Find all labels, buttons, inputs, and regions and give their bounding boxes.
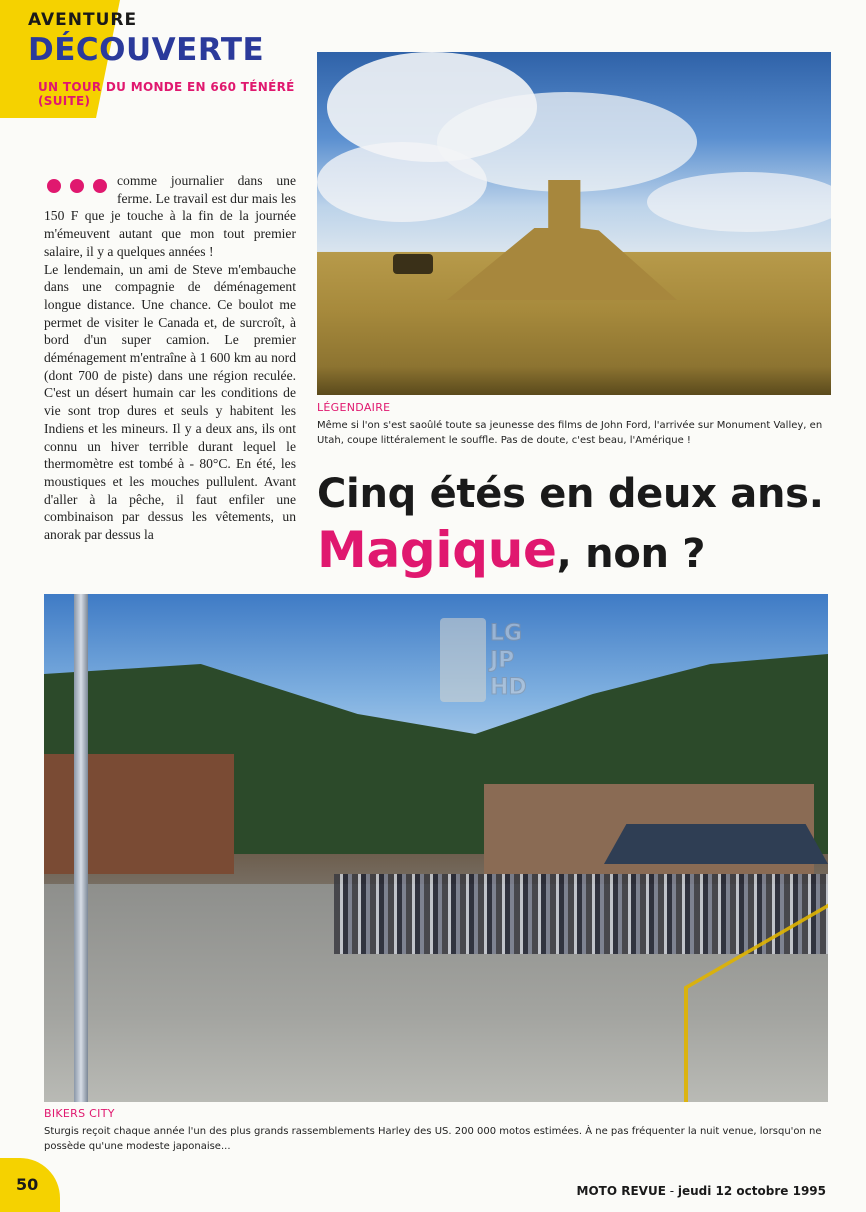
headline-highlight: Magique	[317, 521, 557, 579]
headline-line-2	[317, 522, 857, 582]
issue-date: jeudi 12 octobre 1995	[677, 1184, 826, 1198]
footer	[577, 1184, 826, 1198]
station-roof	[604, 824, 828, 864]
article-body	[44, 172, 296, 544]
watermark-line-1: LG	[490, 621, 523, 646]
dot-icon	[93, 179, 107, 193]
paragraph-2: Le lendemain, un ami de Steve m'embauche dans une compagnie de déménagement longue distance. Une chance. Ce boulot me permet de visiter le Canada et, de surcroît, à bord d'un super camion. Le premier déménagement m'entraîne à 1 600 km au nord (dont 700 de piste) dans une région reculée. C'est un désert humain car les conditions de vie sont trop dures et seuls y habitent les Indiens et les mineurs. Il y a deux ans, ils ont connu un hiver terrible durant lequel le thermomètre est tombé à - 80°C. En été, les moustiques et les mouches pullulent. Avant d'aller à la pêche, il faut enfiler une combinaison par dessus les vêtements, un anorak par dessus la	[44, 261, 296, 543]
rock-shadow	[393, 254, 433, 274]
kicker: AVENTURE	[28, 10, 138, 30]
top-photo-caption-title: LÉGENDAIRE	[317, 401, 391, 414]
monument-valley-photo	[317, 52, 831, 395]
footer-separator: -	[665, 1184, 678, 1198]
headline-line-1: Cinq étés en deux ans.	[317, 471, 824, 517]
bottom-photo-caption-title: BIKERS CITY	[44, 1107, 115, 1120]
bottom-photo-caption: Sturgis reçoit chaque année l'un des plus grands rassemblements Harley des US. 200 000 motos estimées. À ne pas fréquenter la nuit venue, lorsqu'on ne possède qu'une modeste japonaise...	[44, 1126, 822, 1152]
portrait-icon	[440, 618, 486, 702]
article-subtitle: UN TOUR DU MONDE EN 660 TÉNÉRÉ (SUITE)	[38, 80, 295, 108]
watermark-line-3: HD	[490, 675, 527, 700]
headline-line-2-rest: , non ?	[556, 531, 706, 577]
parked-motorcycles	[334, 874, 828, 954]
cloud	[317, 142, 487, 222]
brick-building	[44, 754, 234, 874]
page-number: 50	[16, 1175, 39, 1194]
watermark-line-2: JP	[490, 648, 515, 673]
watermark-text	[490, 620, 527, 701]
butte-rock	[447, 180, 677, 300]
top-photo-caption: Même si l'on s'est saoûlé toute sa jeunesse des films de John Ford, l'arrivée sur Monument Valley, en Utah, coupe littéralement le souffle. Pas de doute, c'est beau, l'Amérique !	[317, 420, 823, 446]
lamp-post	[74, 594, 88, 1102]
sturgis-photo	[44, 594, 828, 1102]
cloud	[647, 172, 831, 232]
watermark-logo	[440, 618, 528, 702]
paragraph-1: comme journalier dans une ferme. Le travail est dur mais les 150 F que je touche à la fin de la journée m'émeuvent autant que mon tout premier salaire, il y a quelques années !	[44, 173, 296, 259]
section-title: DÉCOUVERTE	[28, 32, 265, 68]
dot-icon	[47, 179, 61, 193]
continuation-dots-icon	[47, 179, 107, 193]
dot-icon	[70, 179, 84, 193]
section-header	[28, 10, 318, 108]
magazine-name: MOTO REVUE	[576, 1184, 666, 1198]
headline	[317, 466, 857, 582]
